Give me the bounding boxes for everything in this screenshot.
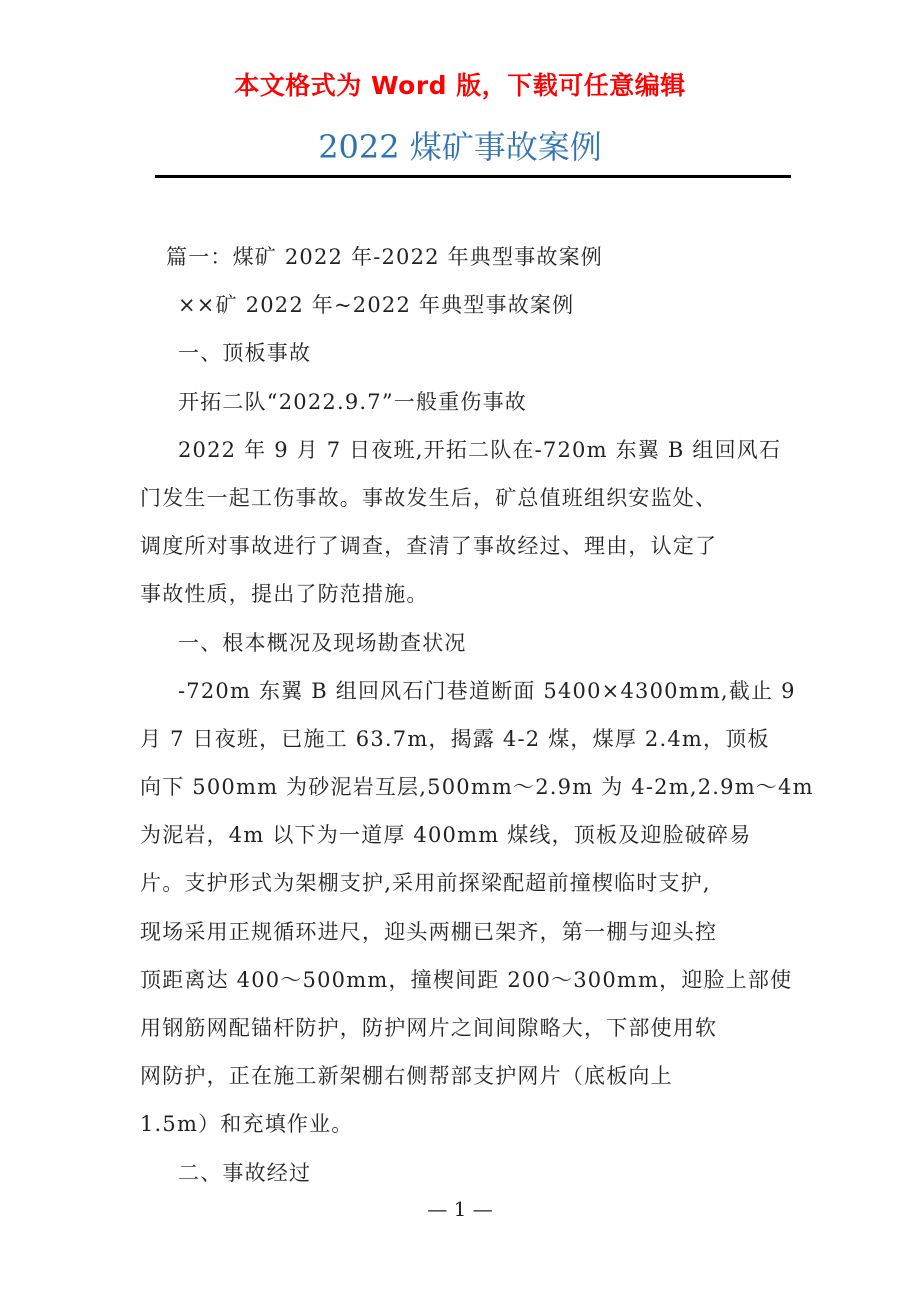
word-format-banner: 本文格式为 Word 版，下载可任意编辑 [234,71,686,100]
paragraph-line: 事故性质，提出了防范措施。 [140,582,429,607]
paragraph-line: 月 7 日夜班，已施工 63.7m，揭露 4-2 煤，煤厚 2.4m，顶板 [140,726,770,751]
paragraph-line: -720m 东翼 B 组回风石门巷道断面 5400×4300mm,截止 9 [178,678,796,703]
paragraph-line: 为泥岩，4m 以下为一道厚 400mm 煤线，顶板及迎脸破碎易 [140,823,752,848]
subheading: ××矿 2022 年~2022 年典型事故案例 [178,293,575,318]
section-heading: 篇一：煤矿 2022 年-2022 年典型事故案例 [166,245,604,269]
document-body [140,233,814,1197]
paragraph-line: 2022 年 9 月 7 日夜班,开拓二队在-720m 东翼 B 组回风石 [178,437,782,462]
subheading: 一、根本概况及现场勘查状况 [178,630,467,655]
document-title: 2022 煤矿事故案例 [318,128,602,166]
subheading: 一、顶板事故 [178,341,312,366]
paragraph-line: 向下 500mm 为砂泥岩互层,500mm～2.9m 为 4-2m,2.9m～4m [140,775,814,800]
paragraph-line: 门发生一起工伤事故。事故发生后，矿总值班组织安监处、 [140,485,718,510]
page-number: — 1 — [427,1197,493,1221]
paragraph-line: 调度所对事故进行了调查，查清了事故经过、理由，认定了 [140,534,718,559]
paragraph-line: 片。支护形式为架棚支护,采用前探梁配超前撞楔临时支护, [140,871,711,896]
title-divider [155,175,791,178]
paragraph-line: 网防护，正在施工新架棚右侧帮部支护网片（底板向上 [140,1064,673,1089]
paragraph-line: 顶距离达 400～500mm，撞楔间距 200～300mm，迎脸上部使 [140,967,793,992]
paragraph-line: 1.5m）和充填作业。 [140,1112,354,1137]
subheading: 二、事故经过 [178,1160,312,1185]
paragraph-line: 用钢筋网配锚杆防护，防护网片之间间隙略大，下部使用软 [140,1016,718,1040]
paragraph-line: 现场采用正规循环进尺，迎头两棚已架齐，第一棚与迎头控 [140,919,718,944]
subheading: 开拓二队“2022.9.7”一般重伤事故 [178,389,527,414]
